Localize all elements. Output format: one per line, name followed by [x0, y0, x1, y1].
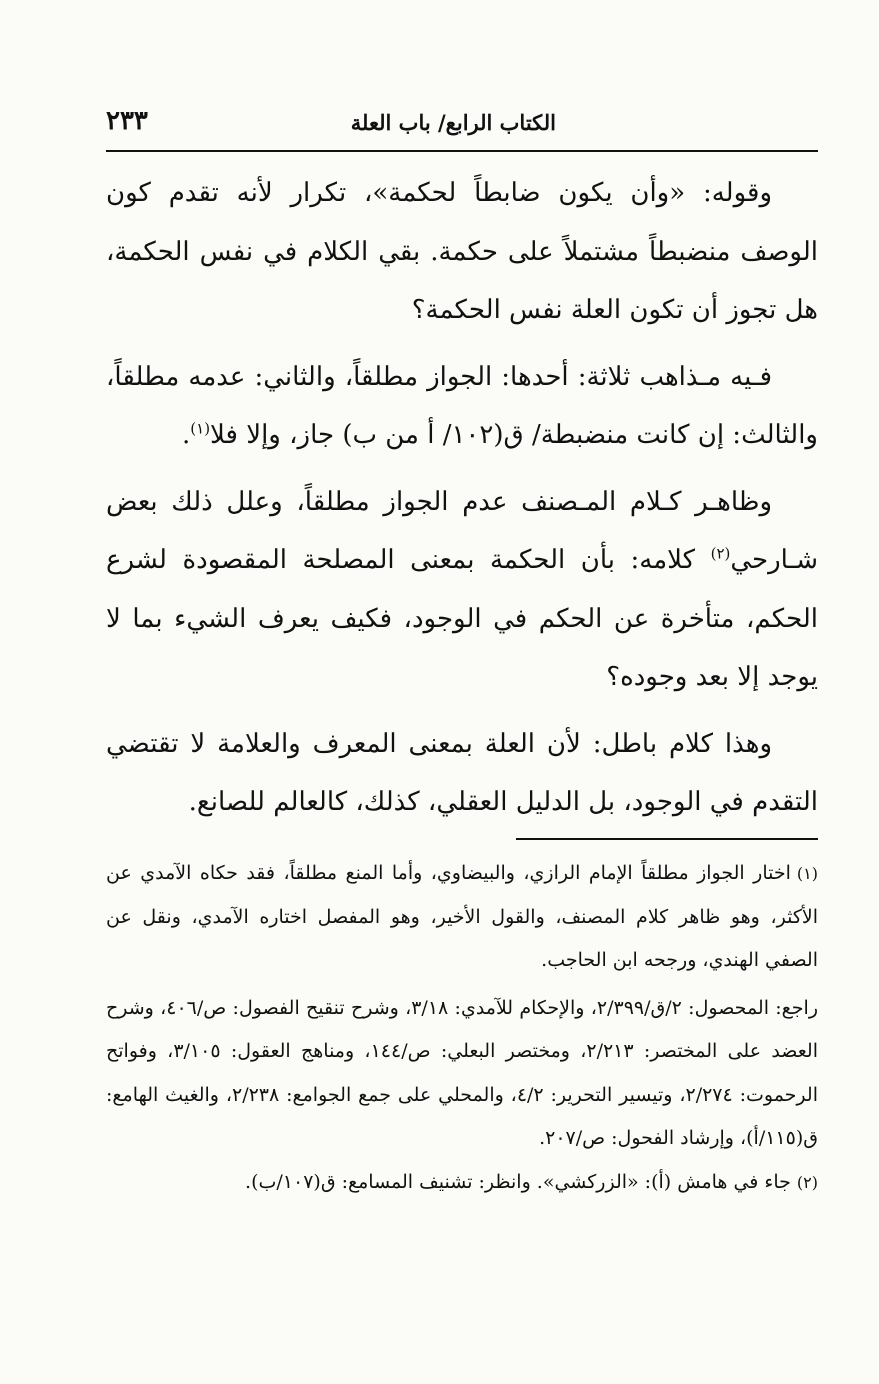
paragraph-text: فـيه مـذاهب ثلاثة: أحدها: الجواز مطلقاً، والثاني: عدمه مطلقاً، والثالث: إن كانت منضبطة/ ق(١٠٢/ أ من ب) جاز، وإلا فلا	[106, 361, 818, 450]
footnotes	[106, 852, 818, 1204]
chapter-title: الكتاب الرابع/ باب العلة	[350, 110, 556, 135]
footnote-text: اختار الجواز مطلقاً الإمام الرازي، والبيضاوي، وأما المنع مطلقاً، فقد حكاه الآمدي عن الأكثر، وهو ظاهر كلام المصنف، والقول الأخير، وهو المفصل اختاره الآمدي، ونقل عن الصفي الهندي، ورجحه ابن الحاجب.	[106, 862, 818, 971]
header-divider	[106, 150, 818, 152]
main-text	[106, 164, 818, 840]
footnote-reference: (١)	[190, 419, 211, 438]
footnote-number: (١)	[796, 864, 818, 883]
paragraph-end: .	[182, 420, 191, 450]
footnote-text: جاء في هامش (أ): «الزركشي». وانظر: تشنيف المسامع: ق(١٠٧/ب).	[245, 1170, 791, 1193]
page-number: ٢٣٣	[106, 106, 148, 136]
footnote-number: (٢)	[796, 1172, 818, 1192]
paragraph: وقوله: «وأن يكون ضابطاً لحكمة»، تكرار لأنه تقدم كون الوصف منضبطاً مشتملاً على حكمة. بقي الكلام في نفس الحكمة، هل تجوز أن تكون العلة نفس الحكمة؟	[106, 178, 818, 325]
paragraph	[106, 348, 818, 465]
footnote-divider	[516, 838, 818, 840]
footnote-2	[106, 1161, 818, 1205]
running-header	[106, 106, 818, 146]
footnote-reference: (٢)	[710, 544, 731, 563]
footnote-1-references: راجع: المحصول: ٢/ق/٢/٣٩٩، والإحكام للآمدي: ٣/١٨، وشرح تنقيح الفصول: ص/٤٠٦، وشرح العضد على المختصر: ٢/٢١٣، ومختصر البعلي: ص/١٤٤، ومناهج العقول: ٣/١٠٥، وفواتح الرحموت: ٢/٢٧٤، وتيسير التحرير: ٤/٢، والمحلي على جمع الجوامع: ٢/٢٣٨، والغيث الهامع: ق(١١٥/أ)، وإرشاد الفحول: ص/٢٠٧.	[106, 996, 818, 1149]
footnote-1	[106, 852, 818, 983]
paragraph	[106, 473, 818, 707]
paragraph-text: كلامه: بأن الحكمة بمعنى المصلحة المقصودة لشرع الحكم، متأخرة عن الحكم في الوجود، فكيف يعرف الشيء بما لا يوجد إلا بعد وجوده؟	[106, 545, 818, 692]
paragraph: وهذا كلام باطل: لأن العلة بمعنى المعرف والعلامة لا تقتضي التقدم في الوجود، بل الدليل العقلي، كذلك، كالعالم للصانع.	[106, 728, 818, 817]
paragraph-text: وظاهـر كـلام المـصنف عدم الجواز مطلقاً، وعلل ذلك بعض شـارحي	[106, 486, 818, 575]
